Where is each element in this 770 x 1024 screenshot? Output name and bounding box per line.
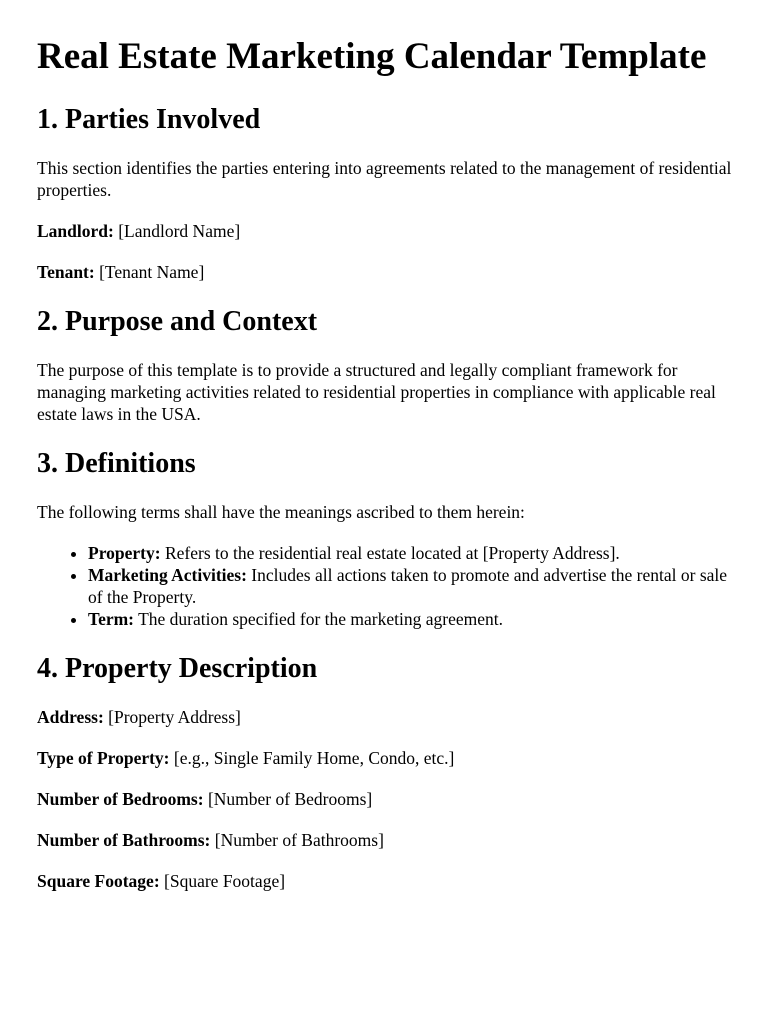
section-property (37, 653, 734, 892)
property-field (37, 829, 734, 851)
definition-term: Marketing Activities: (88, 565, 247, 585)
field-label: Address: (37, 707, 104, 727)
document-title: Real Estate Marketing Calendar Template (37, 36, 707, 77)
field-value: [Property Address] (103, 707, 241, 727)
definition-term: Property: (88, 543, 161, 563)
section-intro: The following terms shall have the meanings ascribed to them herein: (37, 502, 525, 522)
field-value: [Landlord Name] (113, 221, 241, 241)
definition-item (88, 542, 734, 564)
property-field (37, 706, 734, 728)
field-label: Number of Bathrooms: (37, 830, 211, 850)
property-field (37, 747, 734, 769)
field-label: Landlord: (37, 221, 114, 241)
field-label: Tenant: (37, 262, 95, 282)
section-purpose (37, 306, 734, 425)
section-heading: 2. Purpose and Context (37, 306, 318, 337)
landlord-field (37, 220, 734, 242)
section-definitions (37, 448, 734, 630)
field-value: [Tenant Name] (94, 262, 205, 282)
definition-item (88, 564, 734, 608)
property-field (37, 788, 734, 810)
section-heading: 3. Definitions (37, 448, 196, 479)
definition-text: The duration specified for the marketing agreement. (134, 609, 503, 629)
section-heading: 4. Property Description (37, 653, 318, 684)
field-label: Number of Bedrooms: (37, 789, 204, 809)
tenant-field (37, 261, 734, 283)
definitions-list (37, 542, 734, 630)
definition-text: Refers to the residential real estate located at [Property Address]. (160, 543, 620, 563)
definition-item (88, 608, 734, 630)
field-label: Type of Property: (37, 748, 170, 768)
definition-term: Term: (88, 609, 135, 629)
field-value: [Number of Bathrooms] (210, 830, 384, 850)
section-body: The purpose of this template is to provide a structured and legally compliant framework for managing marketing activities related to residential properties in compliance with applicable real estate laws in the USA. (37, 360, 716, 424)
definition-text: Includes all actions taken to promote and advertise the rental or sale of the Property. (88, 565, 728, 607)
field-label: Square Footage: (37, 871, 160, 891)
field-value: [e.g., Single Family Home, Condo, etc.] (169, 748, 455, 768)
field-value: [Square Footage] (159, 871, 286, 891)
section-parties (37, 104, 734, 283)
section-heading: 1. Parties Involved (37, 104, 261, 135)
property-field (37, 870, 734, 892)
section-intro: This section identifies the parties entering into agreements related to the management of residential properties. (37, 158, 732, 200)
field-value: [Number of Bedrooms] (203, 789, 373, 809)
